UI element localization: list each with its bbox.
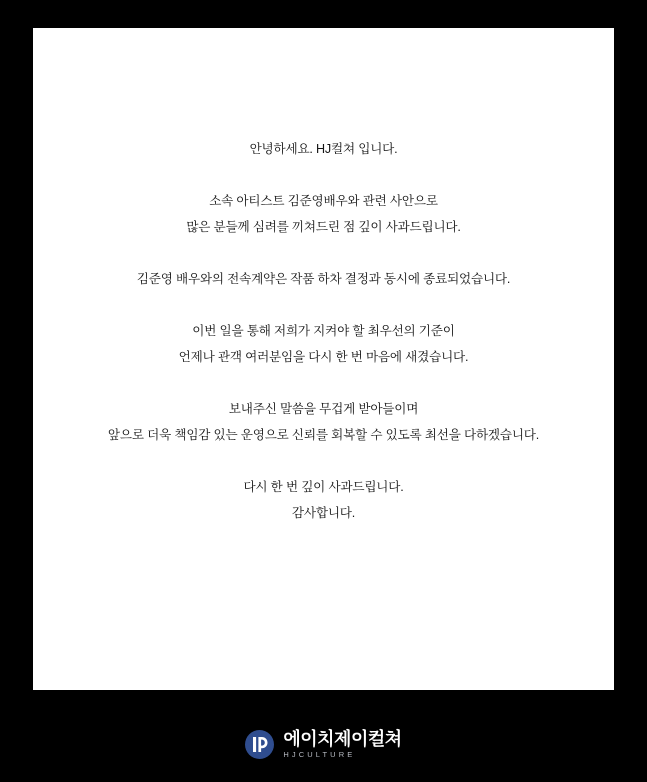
notice-card: [33, 28, 614, 690]
text-line: 소속 아티스트 김준영배우와 관련 사안으로: [209, 194, 438, 208]
text-line: 많은 분들께 심려를 끼쳐드린 점 깊이 사과드립니다.: [186, 220, 461, 234]
text-line: 이번 일을 통해 저희가 지켜야 할 최우선의 기준이: [192, 324, 455, 338]
paragraph-commitment: [33, 396, 614, 448]
text-line: 안녕하세요. HJ컬쳐 입니다.: [249, 142, 398, 156]
footer-logo: [0, 718, 647, 770]
paragraph-contract-termination: [33, 266, 614, 292]
hj-logo-icon: [245, 730, 274, 759]
text-line: 감사합니다.: [291, 506, 356, 520]
paragraph-closing: [33, 474, 614, 526]
text-line: 앞으로 더욱 책임감 있는 운영으로 신뢰를 회복할 수 있도록 최선을 다하겠습니다.: [107, 428, 540, 442]
logo-name-ko: 에이치제이컬쳐: [283, 728, 402, 749]
text-line: 다시 한 번 깊이 사과드립니다.: [243, 480, 404, 494]
logo-wordmark: [283, 730, 401, 759]
notice-text-block: [33, 28, 614, 526]
paragraph-spacer: [33, 162, 614, 188]
paragraph-standard: [33, 318, 614, 370]
paragraph-spacer: [33, 370, 614, 396]
paragraph-spacer: [33, 292, 614, 318]
paragraph-spacer: [33, 240, 614, 266]
text-line: 언제나 관객 여러분임을 다시 한 번 마음에 새겼습니다.: [178, 350, 469, 364]
paragraph-greeting: [33, 136, 614, 162]
paragraph-apology-intro: [33, 188, 614, 240]
text-line: 보내주신 말씀을 무겁게 받아들이며: [228, 402, 419, 416]
text-line: 김준영 배우와의 전속계약은 작품 하차 결정과 동시에 종료되었습니다.: [136, 272, 511, 286]
logo-name-en: HJCULTURE: [283, 749, 356, 759]
paragraph-spacer: [33, 448, 614, 474]
